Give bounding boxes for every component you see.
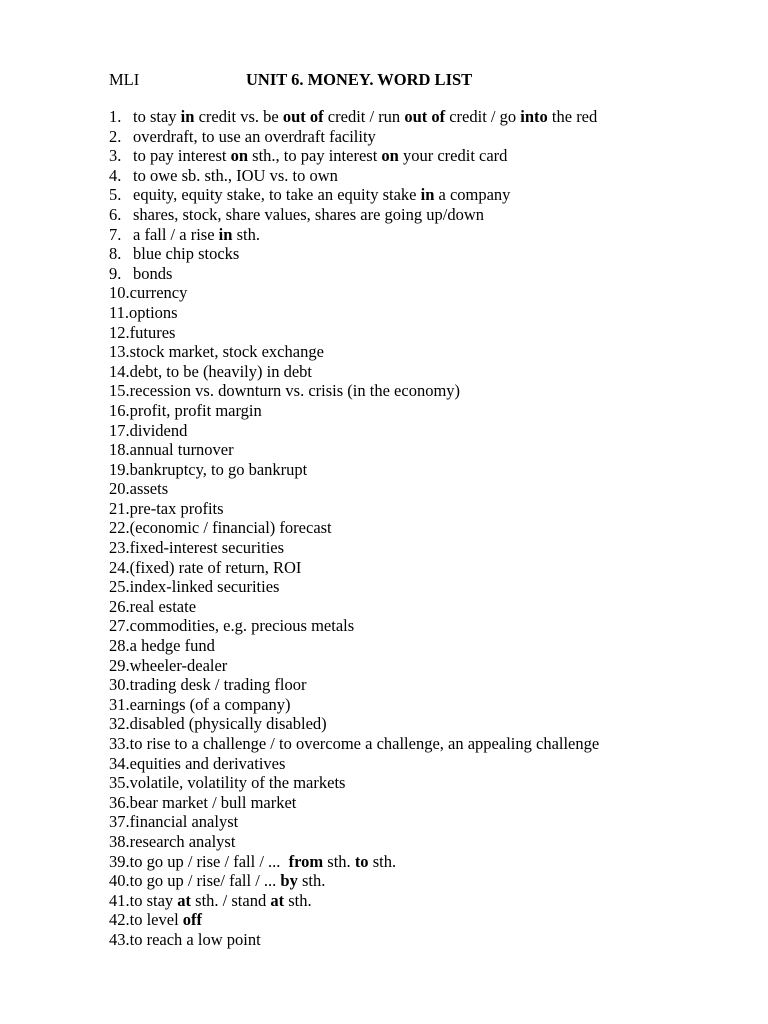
item-text-segment: earnings (of a company): [129, 694, 291, 714]
item-text-segment: a company: [434, 185, 511, 205]
item-text-segment: annual turnover: [129, 440, 234, 460]
list-item: [109, 166, 749, 186]
list-item: [109, 127, 749, 147]
item-number: 37.: [109, 812, 130, 832]
item-text: [130, 871, 326, 891]
item-number: 33.: [109, 734, 130, 753]
list-item: [109, 421, 749, 441]
list-item: [109, 577, 749, 597]
item-text: [130, 930, 261, 950]
item-text: [130, 323, 176, 343]
item-keyword: to: [354, 851, 369, 871]
item-text-segment: pre-tax profits: [129, 498, 224, 518]
page-title: UNIT 6. MONEY. WORD LIST: [246, 70, 473, 89]
item-keyword: out of: [282, 107, 324, 126]
list-item: [109, 793, 749, 813]
item-text-segment: equity, equity stake, to take an equity stake: [133, 185, 421, 205]
item-text-segment: dividend: [129, 420, 188, 440]
item-number: 29.: [109, 655, 130, 675]
item-text: [133, 264, 172, 284]
list-item: [109, 323, 749, 343]
item-text: [130, 283, 188, 303]
item-text-segment: to reach a low point: [129, 929, 261, 949]
item-number: 30.: [109, 675, 130, 695]
item-text: [130, 656, 228, 676]
list-item: [109, 812, 749, 832]
item-number: 35.: [109, 773, 130, 793]
item-text: [133, 127, 376, 147]
item-text-segment: volatile, volatility of the markets: [129, 773, 346, 793]
list-item: [109, 558, 749, 578]
item-number: 18.: [109, 440, 130, 460]
item-text: [130, 616, 355, 636]
item-text: [130, 832, 236, 852]
item-text-segment: profit, profit margin: [129, 400, 262, 420]
item-text-segment: stock market, stock exchange: [129, 342, 324, 362]
item-text-segment: sth.: [323, 851, 355, 871]
list-item: [109, 891, 749, 911]
item-text-segment: equities and derivatives: [129, 753, 286, 773]
item-number: 3.: [109, 146, 122, 166]
item-keyword: on: [381, 146, 399, 166]
item-keyword: at: [177, 890, 192, 910]
list-item: [109, 832, 749, 852]
item-text-segment: to stay: [133, 107, 181, 126]
item-text: [133, 185, 510, 205]
item-text: [130, 421, 188, 441]
item-text: [130, 793, 297, 813]
item-text-segment: your credit card: [398, 146, 508, 166]
list-item: [109, 244, 749, 264]
item-number: 24.: [109, 557, 130, 577]
item-keyword: in: [218, 224, 233, 244]
list-item: [109, 675, 749, 695]
item-text-segment: (economic / financial) forecast: [129, 518, 332, 538]
item-number: 36.: [109, 792, 130, 812]
item-text-segment: to rise to a challenge / to overcome a challenge, an appealing challenge: [129, 734, 600, 753]
item-number: 13.: [109, 342, 130, 362]
item-text-segment: fixed-interest securities: [129, 538, 285, 558]
item-text: [130, 440, 234, 460]
item-number: 14.: [109, 361, 130, 381]
item-text-segment: to go up / rise / fall / ...: [129, 851, 289, 871]
item-text-segment: recession vs. downturn vs. crisis (in the economy): [129, 381, 461, 401]
list-item: [109, 381, 749, 401]
item-text-segment: bonds: [133, 263, 173, 283]
item-text: [130, 754, 286, 774]
item-number: 12.: [109, 322, 130, 342]
item-text-segment: overdraft, to use an overdraft facility: [133, 126, 376, 146]
item-number: 20.: [109, 479, 130, 499]
item-text-segment: (fixed) rate of return, ROI: [129, 557, 302, 577]
item-number: 5.: [109, 185, 122, 205]
item-text-segment: to owe sb. sth., IOU vs. to own: [133, 165, 338, 185]
item-text-segment: to pay interest: [133, 146, 231, 166]
list-item: [109, 518, 749, 538]
item-text: [130, 734, 600, 754]
item-text-segment: real estate: [129, 596, 197, 616]
item-keyword: at: [270, 890, 285, 910]
item-text: [130, 538, 284, 558]
item-text-segment: research analyst: [129, 831, 236, 851]
list-item: [109, 754, 749, 774]
list-item: [109, 460, 749, 480]
item-text: [129, 303, 178, 323]
item-text: [133, 205, 484, 225]
item-text-segment: to level: [129, 910, 183, 930]
item-text: [133, 107, 597, 127]
item-number: 8.: [109, 244, 122, 264]
list-item: [109, 205, 749, 225]
list-item: [109, 479, 749, 499]
item-keyword: by: [280, 871, 298, 891]
item-text: [130, 499, 224, 519]
item-text-segment: shares, stock, share values, shares are going up/down: [133, 204, 484, 224]
list-item: [109, 695, 749, 715]
list-item: [109, 283, 749, 303]
item-text: [130, 852, 396, 872]
item-number: 26.: [109, 596, 130, 616]
list-item: [109, 538, 749, 558]
list-item: [109, 225, 749, 245]
item-text-segment: a fall / a rise: [133, 224, 219, 244]
item-text-segment: to stay: [129, 890, 178, 910]
list-item: [109, 773, 749, 793]
item-text: [130, 773, 346, 793]
item-text: [130, 597, 196, 617]
item-number: 22.: [109, 518, 130, 538]
item-number: 23.: [109, 538, 130, 558]
item-keyword: on: [230, 146, 249, 166]
item-keyword: off: [182, 910, 203, 930]
item-text: [130, 636, 215, 656]
list-item: [109, 616, 749, 636]
list-item: [109, 930, 749, 950]
item-text: [130, 342, 324, 362]
item-text: [130, 518, 332, 538]
list-item: [109, 597, 749, 617]
item-text: [133, 244, 239, 264]
item-text-segment: debt, to be (heavily) in debt: [129, 361, 312, 381]
item-number: 17.: [109, 420, 130, 440]
item-text-segment: a hedge fund: [129, 636, 215, 656]
list-item: [109, 714, 749, 734]
item-text: [130, 891, 312, 911]
item-number: 40.: [109, 871, 130, 891]
item-number: 4.: [109, 165, 122, 185]
list-item: [109, 342, 749, 362]
list-item: [109, 362, 749, 382]
item-text-segment: to go up / rise/ fall / ...: [129, 871, 281, 891]
list-item: [109, 146, 749, 166]
item-text-segment: credit vs. be: [194, 107, 283, 126]
item-text-segment: credit / run: [323, 107, 405, 126]
item-text-segment: currency: [129, 283, 188, 303]
item-text-segment: disabled (physically disabled): [129, 714, 327, 734]
list-item: [109, 401, 749, 421]
document-header: [109, 68, 729, 92]
item-text: [130, 695, 291, 715]
item-keyword: in: [420, 185, 435, 205]
item-number: 42.: [109, 910, 130, 930]
list-item: [109, 852, 749, 872]
org-label: MLI: [109, 70, 140, 89]
list-item: [109, 499, 749, 519]
item-text: [130, 479, 169, 499]
item-text: [133, 166, 338, 186]
list-item: [109, 636, 749, 656]
item-keyword: into: [520, 107, 548, 126]
item-text-segment: commodities, e.g. precious metals: [129, 616, 355, 636]
item-text: [130, 401, 262, 421]
list-item: [109, 185, 749, 205]
item-number: 34.: [109, 753, 130, 773]
item-text: [133, 225, 260, 245]
list-item: [109, 910, 749, 930]
item-text: [133, 146, 507, 166]
item-number: 38.: [109, 831, 130, 851]
list-item: [109, 440, 749, 460]
item-text: [130, 714, 327, 734]
item-text-segment: sth.: [284, 890, 312, 910]
item-number: 31.: [109, 694, 130, 714]
item-number: 43.: [109, 929, 130, 949]
item-keyword: in: [180, 107, 195, 126]
list-item: [109, 303, 749, 323]
item-number: 9.: [109, 263, 122, 283]
item-text-segment: bear market / bull market: [129, 792, 297, 812]
item-text: [130, 812, 239, 832]
list-item: [109, 871, 749, 891]
list-item: [109, 264, 749, 284]
item-number: 16.: [109, 400, 130, 420]
item-text: [130, 381, 460, 401]
item-text-segment: financial analyst: [129, 812, 239, 832]
list-item: [109, 734, 749, 754]
item-text-segment: index-linked securities: [129, 577, 280, 597]
item-text-segment: options: [129, 302, 178, 322]
item-text: [130, 910, 202, 930]
item-keyword: from: [288, 851, 324, 871]
item-number: 27.: [109, 616, 130, 636]
item-text-segment: the red: [547, 107, 598, 126]
item-text-segment: sth., to pay interest: [248, 146, 382, 166]
item-number: 21.: [109, 498, 130, 518]
list-item: [109, 656, 749, 676]
item-text: [130, 362, 312, 382]
item-number: 39.: [109, 851, 130, 871]
item-text: [130, 577, 280, 597]
item-number: 15.: [109, 381, 130, 401]
item-number: 11.: [109, 302, 130, 322]
item-text-segment: bankruptcy, to go bankrupt: [129, 459, 308, 479]
item-number: 28.: [109, 636, 130, 656]
item-number: 41.: [109, 890, 130, 910]
item-text-segment: futures: [129, 322, 176, 342]
word-list: [109, 107, 749, 950]
item-number: 19.: [109, 459, 130, 479]
item-text-segment: wheeler-dealer: [129, 655, 228, 675]
item-text-segment: sth.: [232, 224, 260, 244]
item-text-segment: sth.: [368, 851, 397, 871]
item-text: [130, 675, 307, 695]
item-text-segment: trading desk / trading floor: [129, 675, 307, 695]
item-number: 10.: [109, 283, 130, 303]
item-text: [130, 558, 302, 578]
item-number: 2.: [109, 126, 122, 146]
item-text: [130, 460, 308, 480]
list-item: [109, 107, 749, 127]
item-number: 32.: [109, 714, 130, 734]
item-number: 25.: [109, 577, 130, 597]
item-text-segment: sth. / stand: [191, 890, 271, 910]
item-keyword: out of: [404, 107, 446, 126]
item-text-segment: assets: [129, 479, 169, 499]
item-text-segment: blue chip stocks: [133, 244, 240, 264]
item-number: 7.: [109, 224, 122, 244]
item-number: 1.: [109, 107, 122, 126]
item-text-segment: sth.: [297, 871, 326, 891]
item-text-segment: credit / go: [445, 107, 521, 126]
item-number: 6.: [109, 204, 122, 224]
